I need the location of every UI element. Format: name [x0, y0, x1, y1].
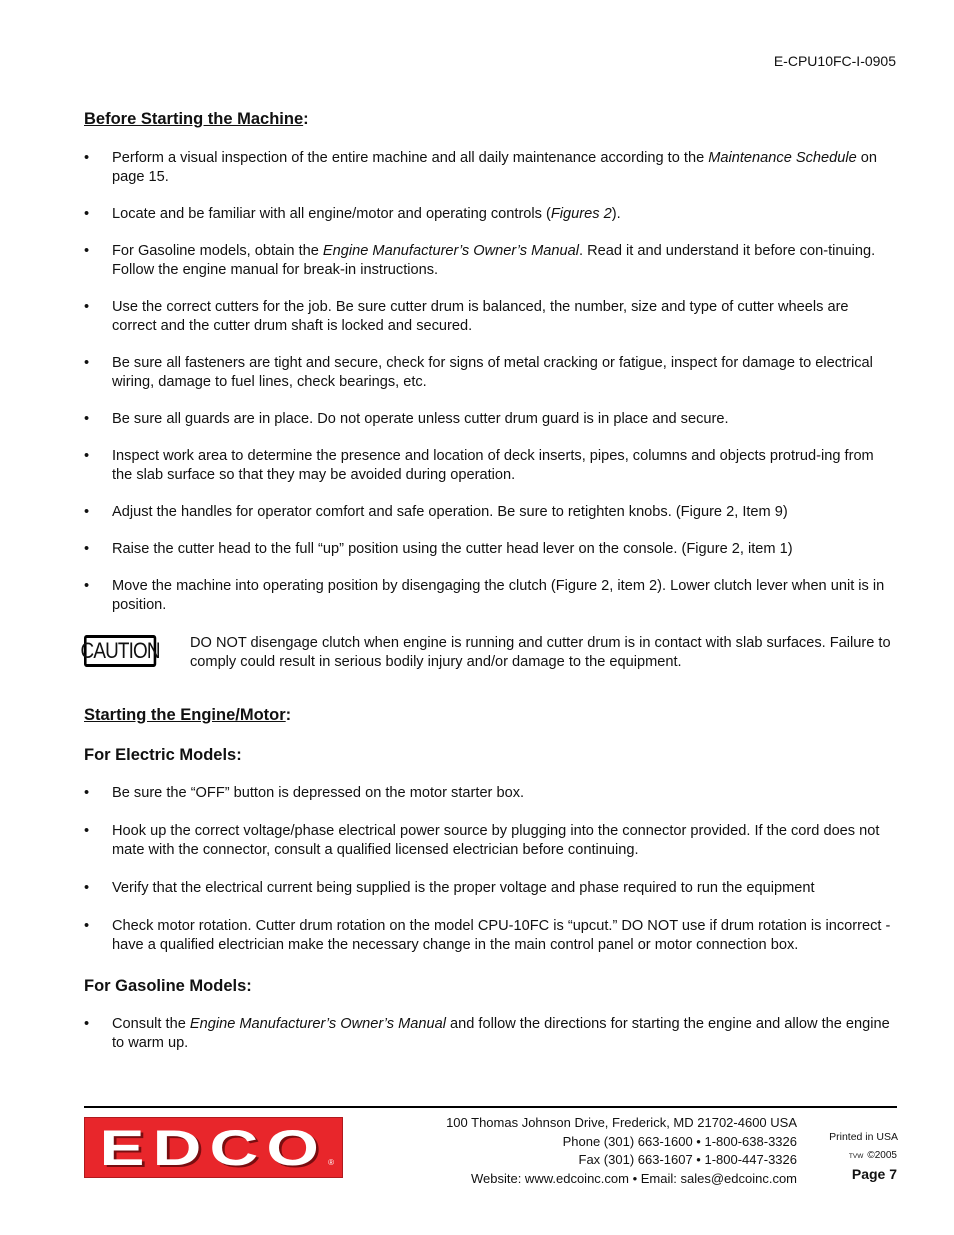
- list-item: • Use the correct cutters for the job. Be sure cutter drum is balanced, the number, size and type of cutter wheels are correct and the cutter drum shaft is locked and secured.: [84, 299, 849, 334]
- electric-models-list: [84, 784, 896, 955]
- list-item: • Be sure the “OFF” button is depressed on the motor starter box.: [84, 785, 525, 801]
- list-item: • Verify that the electrical current being supplied is the proper voltage and phase required to run the equipment: [84, 880, 815, 896]
- list-item: • Hook up the correct voltage/phase electrical power source by plugging into the connector provided. If the cord does not mate with the connector, consult a qualified licensed electrician before continuing.: [84, 823, 880, 858]
- bullet-icon: •: [84, 785, 90, 801]
- electric-models-heading: For Electric Models:: [84, 746, 242, 764]
- list-item: • Consult the Engine Manufacturer’s Owner’s Manual and follow the directions for starting the engine and allow the engine to warm up.: [84, 1016, 890, 1051]
- list-item: • Locate and be familiar with all engine/motor and operating controls (Figures 2).: [84, 206, 621, 222]
- phone-line: Phone (301) 663-1600 • 1-800-638-3326: [562, 1133, 797, 1149]
- bullet-icon: •: [84, 355, 90, 371]
- bullet-icon: •: [84, 448, 90, 464]
- printed-in: Printed in USA: [829, 1131, 898, 1143]
- bullet-icon: •: [84, 918, 90, 934]
- list-item: • Adjust the handles for operator comfort and safe operation. Be sure to retighten knobs. (Figure 2, Item 9): [84, 504, 788, 520]
- section-heading-before-starting: Before Starting the Machine:: [84, 110, 309, 128]
- list-item: • For Gasoline models, obtain the Engine Manufacturer’s Owner’s Manual. Read it and understand it before con-tinuing. Follow the engine manual for break-in instructions.: [84, 243, 876, 278]
- bullet-icon: •: [84, 880, 90, 896]
- list-item: • Be sure all fasteners are tight and secure, check for signs of metal cracking or fatigue, inspect for damage to electrical wiring, damage to fuel lines, check bearings, etc.: [84, 355, 873, 390]
- list-item: • Perform a visual inspection of the entire machine and all daily maintenance according to the Maintenance Schedule on page 15.: [84, 150, 878, 185]
- page-number: Page 7: [851, 1166, 897, 1182]
- bullet-icon: •: [84, 504, 90, 520]
- web-email-line: Website: www.edcoinc.com • Email: sales@edcoinc.com: [470, 1170, 797, 1186]
- before-starting-list: [84, 149, 896, 615]
- list-item: • Inspect work area to determine the presence and location of deck inserts, pipes, columns and objects protrud-ing from the slab surface so that they may be avoided during operation.: [84, 448, 874, 483]
- bullet-icon: •: [84, 411, 90, 427]
- footer-divider: [84, 1106, 897, 1108]
- edco-logo: EDCO ®: [84, 1117, 343, 1178]
- bullet-icon: •: [84, 541, 90, 557]
- bullet-icon: •: [84, 578, 90, 594]
- bullet-icon: •: [84, 150, 90, 166]
- company-contact: [446, 1114, 797, 1188]
- gasoline-models-heading: For Gasoline Models:: [84, 977, 252, 995]
- document-id: E-CPU10FC-I-0905: [773, 53, 896, 69]
- bullet-icon: •: [84, 823, 90, 839]
- list-item: • Raise the cutter head to the full “up” position using the cutter head lever on the console. (Figure 2, item 1): [84, 541, 793, 557]
- bullet-icon: •: [84, 299, 90, 315]
- list-item: • Check motor rotation. Cutter drum rotation on the model CPU-10FC is “upcut.” DO NOT use if drum rotation is incorrect - have a qualified electrician make the necessary change in the main control panel or motor connection box.: [84, 918, 891, 953]
- copyright: TVW ©2005: [848, 1150, 897, 1161]
- gasoline-models-list: [84, 1015, 896, 1053]
- list-item: • Move the machine into operating position by disengaging the clutch (Figure 2, item 2). Lower clutch lever when unit is in position.: [84, 578, 885, 613]
- list-item: • Be sure all guards are in place. Do not operate unless cutter drum guard is in place and secure.: [84, 411, 729, 427]
- address-line: 100 Thomas Johnson Drive, Frederick, MD 21702-4600 USA: [446, 1115, 797, 1130]
- fax-line: Fax (301) 663-1607 • 1-800-447-3326: [578, 1152, 797, 1167]
- bullet-icon: •: [84, 243, 90, 259]
- caution-text: DO NOT disengage clutch when engine is running and cutter drum is in contact with slab surfaces. Failure to comply could result in serious bodily injury and/or damage to the equipment.: [190, 635, 891, 670]
- bullet-icon: •: [84, 1016, 90, 1032]
- caution-notice: [80, 634, 896, 672]
- caution-label: CAUTION: [84, 635, 156, 667]
- section-heading-starting-engine: Starting the Engine/Motor:: [84, 706, 292, 724]
- bullet-icon: •: [84, 206, 90, 222]
- page-content: [80, 110, 896, 1053]
